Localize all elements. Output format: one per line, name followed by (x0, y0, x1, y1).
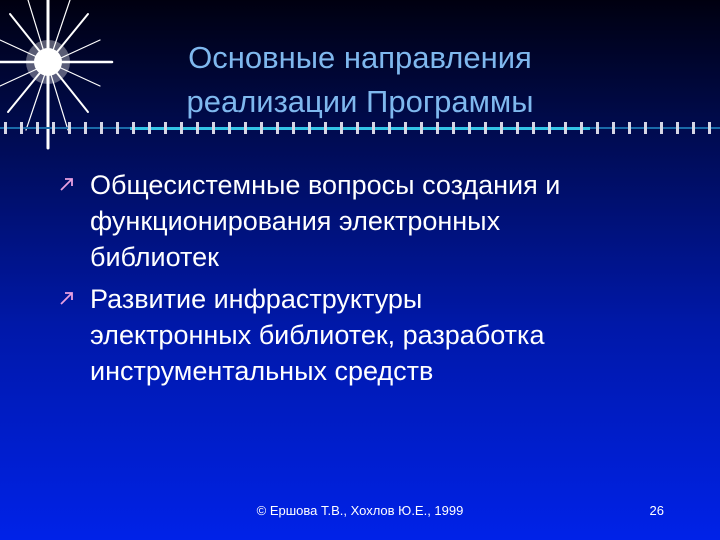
rule-tick (52, 122, 55, 134)
rule-tick (116, 122, 119, 134)
rule-tick (516, 122, 519, 134)
rule-tick (676, 122, 679, 134)
rule-tick (692, 122, 695, 134)
rule-tick (212, 122, 215, 134)
rule-tick (564, 122, 567, 134)
rule-tick (452, 122, 455, 134)
rule-tick (612, 122, 615, 134)
rule-tick (20, 122, 23, 134)
rule-tick (500, 122, 503, 134)
footer-copyright: © Ершова Т.В., Хохлов Ю.Е., 1999 (256, 503, 464, 518)
rule-tick (372, 122, 375, 134)
bullet-line: функционирования электронных (90, 206, 501, 236)
rule-tick (388, 122, 391, 134)
bullet-list (58, 167, 678, 395)
rule-tick (644, 122, 647, 134)
rule-tick (436, 122, 439, 134)
rule-tick (36, 122, 39, 134)
rule-tick (68, 122, 71, 134)
rule-tick (324, 122, 327, 134)
rule-tick (4, 122, 7, 134)
arrow-up-right-icon (58, 175, 76, 193)
rule-tick (292, 122, 295, 134)
rule-tick (132, 122, 135, 134)
title-line-2: реализации Программы (186, 84, 534, 119)
slide-title (130, 36, 590, 124)
bullet-line: Развитие инфраструктуры (90, 284, 423, 314)
page-number: 26 (649, 503, 664, 518)
arrow-up-right-icon (58, 289, 76, 307)
rule-tick (84, 122, 87, 134)
bullet-item-1 (58, 167, 678, 275)
rule-tick (532, 122, 535, 134)
rule-tick (580, 122, 583, 134)
title-line-1: Основные направления (188, 40, 532, 75)
bullet-line: библиотек (90, 242, 219, 272)
rule-tick (420, 122, 423, 134)
rule-tick (260, 122, 263, 134)
rule-tick (196, 122, 199, 134)
rule-tick (484, 122, 487, 134)
rule-tick (276, 122, 279, 134)
title-rule (0, 118, 720, 138)
rule-tick (548, 122, 551, 134)
bullet-line: электронных библиотек, разработка (90, 320, 545, 350)
bullet-item-2 (58, 281, 678, 389)
rule-tick (340, 122, 343, 134)
rule-tick (468, 122, 471, 134)
rule-tick (244, 122, 247, 134)
bullet-line: инструментальных средств (90, 356, 434, 386)
rule-tick (356, 122, 359, 134)
rule-tick (308, 122, 311, 134)
rule-tick (148, 122, 151, 134)
rule-tick (100, 122, 103, 134)
rule-tick (164, 122, 167, 134)
rule-tick (660, 122, 663, 134)
rule-tick (708, 122, 711, 134)
rule-tick (180, 122, 183, 134)
rule-tick (628, 122, 631, 134)
rule-tick (596, 122, 599, 134)
rule-tick (404, 122, 407, 134)
rule-tick (228, 122, 231, 134)
bullet-line: Общесистемные вопросы создания и (90, 170, 561, 200)
